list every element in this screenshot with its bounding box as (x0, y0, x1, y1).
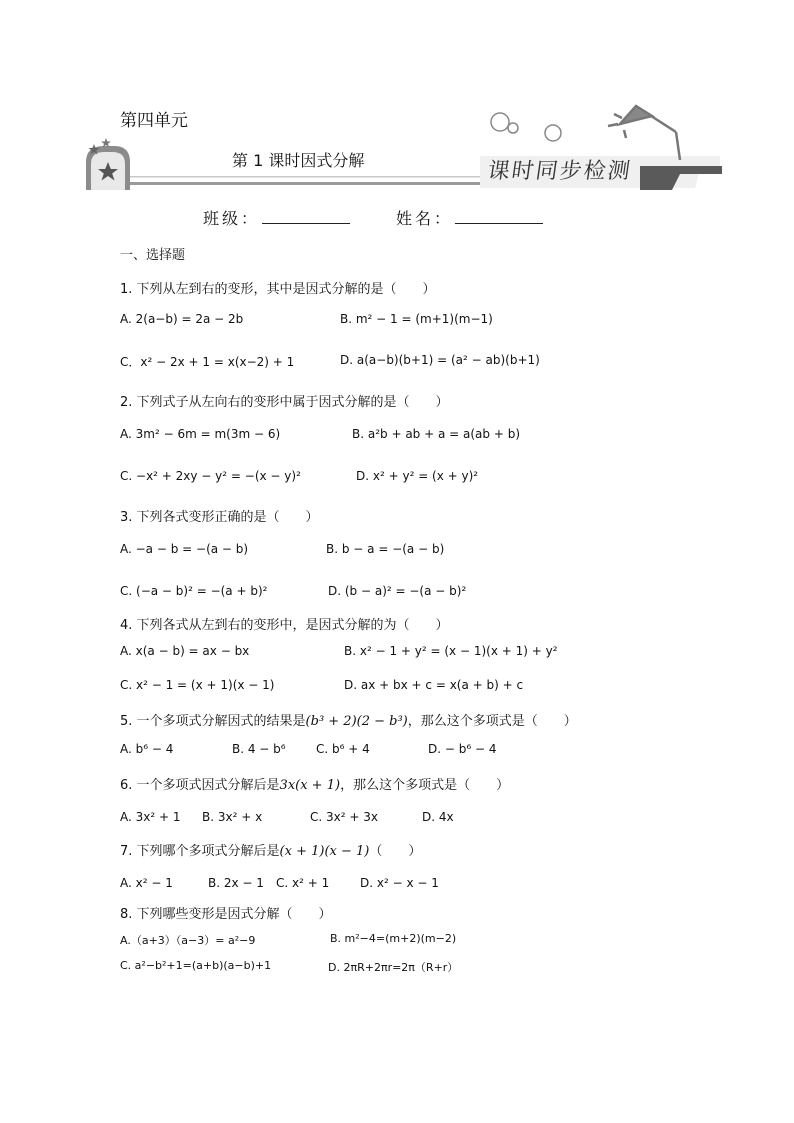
question-8-stem: 8. 下列哪些变形是因式分解（ ） (120, 907, 332, 922)
question-4-option-b: B. x² − 1 + y² = (x − 1)(x + 1) + y² (344, 644, 558, 658)
question-3-option-c: C. (−a − b)² = −(a + b)² (120, 584, 268, 598)
class-label: 班级： (203, 209, 261, 228)
question-8-option-c: C. a²−b²+1=(a+b)(a−b)+1 (120, 959, 272, 972)
question-1-option-a: A. 2(a−b) = 2a − 2b (120, 312, 244, 326)
question-4-option-d: D. ax + bx + c = x(a + b) + c (344, 678, 524, 692)
question-6-option-d: D. 4x (422, 810, 454, 824)
question-5-option-c: C. b⁶ + 4 (316, 742, 370, 756)
question-7-option-a: A. x² − 1 (120, 876, 173, 890)
name-field (396, 206, 543, 229)
question-1-option-b: B. m² − 1 = (m+1)(m−1) (340, 312, 493, 326)
question-2-option-b: B. a²b + ab + a = a(ab + b) (352, 427, 521, 441)
desk-lamp-icon (608, 106, 680, 160)
question-5-stem (120, 710, 577, 729)
question-7-stem-math: (x + 1)(x − 1) (279, 844, 370, 859)
banner-title: 课时同步检测 (485, 159, 634, 184)
question-5-option-a: A. b⁶ − 4 (120, 742, 174, 756)
question-7-option-d: D. x² − x − 1 (360, 876, 439, 890)
question-7-stem-text: 7. 下列哪个多项式分解后是 (120, 844, 280, 859)
question-6-stem (120, 774, 509, 793)
question-8-option-b: B. m²−4=(m+2)(m−2) (330, 932, 457, 945)
question-1-option-d: D. a(a−b)(b+1) = (a² − ab)(b+1) (340, 353, 540, 367)
question-2-option-d: D. x² + y² = (x + y)² (356, 469, 479, 483)
star-badge-icon (86, 138, 130, 190)
question-8-option-a: A.（a+3）（a−3）= a²−9 (120, 934, 256, 947)
class-blank[interactable] (262, 209, 350, 224)
question-7-option-c: C. x² + 1 (276, 876, 330, 890)
question-2-option-a: A. 3m² − 6m = m(3m − 6) (120, 427, 281, 441)
question-6-stem-tail: ，那么这个多项式是（ ） (340, 778, 510, 793)
question-7-stem-tail: （ ） (369, 844, 422, 859)
question-3-stem: 3. 下列各式变形正确的是（ ） (120, 510, 319, 525)
question-6-option-c: C. 3x² + 3x (310, 810, 378, 824)
question-3-option-a: A. −a − b = −(a − b) (120, 542, 249, 556)
question-3-option-d: D. (b − a)² = −(a − b)² (328, 584, 467, 598)
question-7-stem (120, 840, 421, 859)
question-5-stem-text: 5. 一个多项式分解因式的结果是 (120, 714, 306, 729)
question-4-option-a: A. x(a − b) = ax − bx (120, 644, 250, 658)
class-field (203, 206, 350, 229)
question-2-stem: 2. 下列式子从左向右的变形中属于因式分解的是（ ） (120, 395, 449, 410)
question-4-stem: 4. 下列各式从左到右的变形中，是因式分解的为（ ） (120, 618, 449, 633)
lesson-title: 第 1 课时因式分解 (232, 151, 365, 170)
bubbles-decoration (491, 113, 561, 141)
question-8-option-d: D. 2πR+2πr=2π（R+r） (328, 961, 459, 974)
unit-title: 第四单元 (120, 111, 188, 131)
question-6-stem-text: 6. 一个多项式因式分解后是 (120, 778, 280, 793)
name-blank[interactable] (455, 209, 543, 224)
question-7-option-b: B. 2x − 1 (208, 876, 264, 890)
question-5-stem-math: (b³ + 2)(2 − b³) (305, 714, 408, 729)
question-6-option-b: B. 3x² + x (202, 810, 263, 824)
question-2-option-c: C. −x² + 2xy − y² = −(x − y)² (120, 469, 301, 483)
question-5-option-d: D. − b⁶ − 4 (428, 742, 497, 756)
section-heading: 一、选择题 (120, 248, 186, 263)
question-4-option-c: C. x² − 1 = (x + 1)(x − 1) (120, 678, 275, 692)
question-6-stem-math: 3x(x + 1) (279, 778, 341, 793)
question-5-stem-tail: ，那么这个多项式是（ ） (407, 714, 577, 729)
question-6-option-a: A. 3x² + 1 (120, 810, 181, 824)
question-1-stem: 1. 下列从左到右的变形，其中是因式分解的是（ ） (120, 282, 436, 297)
question-1-option-c: C．x² − 2x + 1 = x(x−2) + 1 (120, 355, 295, 369)
name-label: 姓名： (396, 209, 454, 228)
question-3-option-b: B. b − a = −(a − b) (326, 542, 445, 556)
question-5-option-b: B. 4 − b⁶ (232, 742, 286, 756)
